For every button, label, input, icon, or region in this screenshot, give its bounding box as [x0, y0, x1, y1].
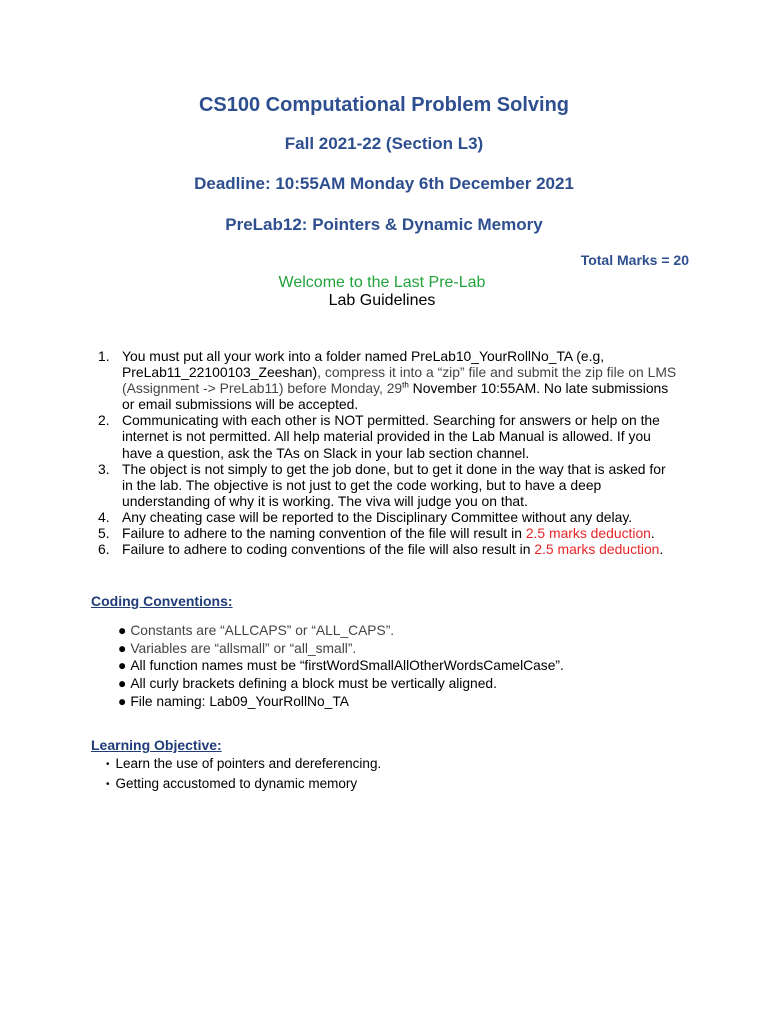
item-text: . — [650, 525, 655, 542]
item-text: . — [659, 541, 664, 558]
item-text: Getting accustomed to dynamic memory — [115, 775, 358, 791]
item-text: , compress it into a “zip” file and submit the zip file on LMS (Assignment -> PreLab11) before Monday, 29 — [122, 364, 677, 397]
item-number: 4. — [98, 508, 110, 525]
coding-conventions-heading: Coding Conventions: — [91, 593, 233, 609]
bullet-icon: ● — [118, 676, 127, 692]
item-text: Any cheating case will be reported to the Disciplinary Committee without any delay. — [122, 508, 633, 525]
total-marks: Total Marks = 20 — [580, 252, 689, 268]
course-title: CS100 Computational Problem Solving — [198, 94, 570, 116]
item-text: Communicating with each other is NOT permitted. Searching for answers or help on the internet is not permitted. All help material provided in the Lab Manual is allowed. If you have a question, ask the TAs on Slack in your lab section channel. — [122, 412, 660, 461]
list-item — [98, 348, 678, 412]
list-item — [118, 693, 564, 711]
deadline: Deadline: 10:55AM Monday 6th December 2021 — [194, 174, 574, 193]
list-item — [118, 622, 564, 640]
list-item — [106, 775, 381, 795]
lab-guidelines-title: Lab Guidelines — [328, 292, 436, 309]
list-item — [118, 640, 564, 658]
list-item — [106, 755, 381, 775]
guidelines-list — [98, 348, 678, 557]
list-item — [98, 412, 678, 460]
item-text: Constants are “ALLCAPS” or “ALL_CAPS”. — [130, 623, 395, 638]
item-number: 3. — [98, 460, 110, 477]
bullet-icon: • — [106, 778, 110, 790]
deduction-text: 2.5 marks deduction — [525, 525, 651, 542]
list-item — [118, 675, 564, 693]
bullet-icon: • — [106, 759, 110, 770]
item-number: 6. — [98, 541, 110, 558]
bullet-icon: ● — [118, 658, 127, 674]
list-item — [118, 657, 564, 675]
coding-conventions-list — [118, 622, 564, 711]
prelab-title: PreLab12: Pointers & Dynamic Memory — [225, 215, 543, 234]
item-number: 5. — [98, 525, 110, 542]
item-text: All function names must be “firstWordSmallAllOtherWordsCamelCase”. — [130, 658, 564, 674]
item-number: 2. — [98, 412, 110, 429]
item-text: You must put all your work into a folder named PreLab10_YourRollNo_TA (e.g, PreLab11_22100103_Zeeshan) — [122, 348, 605, 381]
learning-objective-heading: Learning Objective: — [91, 737, 222, 753]
list-item — [98, 525, 678, 541]
learning-objective-list — [106, 755, 381, 794]
bullet-icon: ● — [118, 693, 127, 709]
term-section: Fall 2021-22 (Section L3) — [284, 134, 484, 153]
item-text: Failure to adhere to the naming convention of the file will result in — [122, 525, 526, 542]
item-text: Variables are “allsmall” or “all_small”. — [130, 640, 357, 656]
item-number: 1. — [98, 348, 110, 364]
list-item — [98, 509, 678, 525]
item-text: Failure to adhere to coding conventions of the file will also result in — [122, 541, 535, 558]
item-text: File naming: Lab09_YourRollNo_TA — [130, 693, 349, 709]
welcome-message: Welcome to the Last Pre-Lab — [278, 274, 486, 291]
bullet-icon: ● — [118, 640, 127, 656]
item-text: The object is not simply to get the job done, but to get it done in the way that is asked for in the lab. The objective is not just to get the code working, but to have a deep understanding of why it is working. The viva will judge you on that. — [122, 460, 666, 509]
item-text: Learn the use of pointers and dereferencing. — [115, 756, 382, 771]
ordinal-suffix: th — [402, 380, 409, 390]
list-item — [98, 461, 678, 509]
bullet-icon: ● — [118, 623, 127, 638]
list-item — [98, 541, 678, 557]
deduction-text: 2.5 marks deduction — [534, 541, 660, 558]
item-text: November 10:55AM. No late submissions or email submissions will be accepted. — [122, 380, 669, 413]
item-text: All curly brackets defining a block must be vertically aligned. — [130, 676, 497, 692]
